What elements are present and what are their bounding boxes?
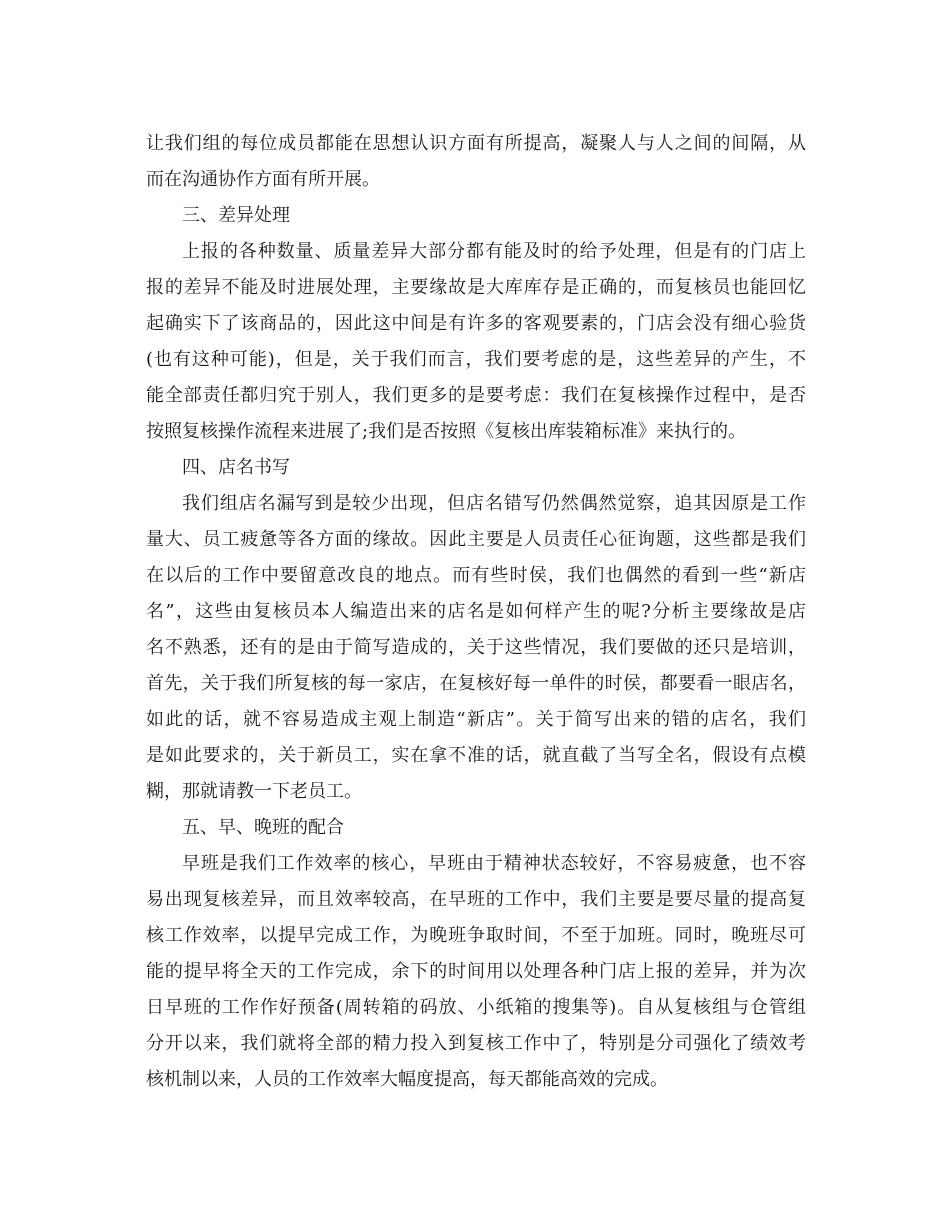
paragraph-line: 能全部责任都归究于别人，我们更多的是要考虑：我们在复核操作过程中，是否 bbox=[146, 385, 806, 406]
section-5-paragraph bbox=[146, 846, 806, 1098]
paragraph-line: (也有这种可能)，但是，关于我们而言，我们要考虑的是，这些差异的产生，不 bbox=[146, 349, 806, 370]
paragraph-line: 早班是我们工作效率的核心，早班由于精神状态较好，不容易疲惫，也不容 bbox=[182, 853, 806, 874]
paragraph-line: 名”，这些由复核员本人编造出来的店名是如何样产生的呢?分析主要缘故是店 bbox=[146, 601, 806, 622]
paragraph-line: 能的提早将全天的工作完成，余下的时间用以处理各种门店上报的差异，并为次 bbox=[146, 961, 806, 982]
paragraph-line: 而在沟通协作方面有所开展。 bbox=[146, 169, 380, 190]
paragraph-line: 按照复核操作流程来进展了;我们是否按照《复核出库装箱标准》来执行的。 bbox=[146, 421, 747, 442]
section-3-paragraph bbox=[146, 234, 806, 450]
paragraph-line: 在以后的工作中要留意改良的地点。而有些时侯，我们也偶然的看到一些“新店 bbox=[146, 565, 806, 586]
paragraph-line: 糊，那就请教一下老员工。 bbox=[146, 781, 362, 802]
section-4-paragraph bbox=[146, 486, 806, 810]
paragraph-line: 核工作效率，以提早完成工作，为晚班争取时间，不至于加班。同时，晚班尽可 bbox=[146, 925, 806, 946]
paragraph-line: 上报的各种数量、质量差异大部分都有能及时的给予处理，但是有的门店上 bbox=[182, 241, 806, 262]
paragraph-line: 核机制以来，人员的工作效率大幅度提高，每天都能高效的完成。 bbox=[146, 1069, 668, 1090]
paragraph-line: 起确实下了该商品的，因此这中间是有许多的客观要素的，门店会没有细心验货 bbox=[146, 313, 806, 334]
section-heading-3: 三、差异处理 bbox=[182, 205, 290, 226]
paragraph-line: 名不熟悉，还有的是由于简写造成的，关于这些情况，我们要做的还只是培训， bbox=[146, 637, 806, 658]
paragraph-line: 如此的话，就不容易造成主观上制造“新店”。关于简写出来的错的店名，我们 bbox=[146, 709, 806, 730]
paragraph-line: 首先，关于我们所复核的每一家店，在复核好每一单件的时侯，都要看一眼店名， bbox=[146, 673, 806, 694]
paragraph-line: 我们组店名漏写到是较少出现，但店名错写仍然偶然觉察，追其因原是工作 bbox=[182, 493, 806, 514]
paragraph-line: 报的差异不能及时进展处理，主要缘故是大库库存是正确的，而复核员也能回忆 bbox=[146, 277, 806, 298]
section-heading-4: 四、店名书写 bbox=[182, 457, 290, 478]
paragraph-line: 分开以来，我们就将全部的精力投入到复核工作中了，特别是分司强化了绩效考 bbox=[146, 1033, 806, 1054]
paragraph-line: 让我们组的每位成员都能在思想认识方面有所提高，凝聚人与人之间的间隔，从 bbox=[146, 133, 806, 154]
paragraph-line: 日早班的工作作好预备(周转箱的码放、小纸箱的搜集等)。自从复核组与仓管组 bbox=[146, 997, 806, 1018]
paragraph-line: 量大、员工疲惫等各方面的缘故。因此主要是人员责任心征询题，这些都是我们 bbox=[146, 529, 806, 550]
section-heading-5: 五、早、晚班的配合 bbox=[182, 817, 344, 838]
paragraph-line: 是如此要求的，关于新员工，实在拿不准的话，就直截了当写全名，假设有点模 bbox=[146, 745, 806, 766]
paragraph-line: 易出现复核差异，而且效率较高，在早班的工作中，我们主要是要尽量的提高复 bbox=[146, 889, 806, 910]
intro-paragraph bbox=[146, 126, 806, 198]
document-body bbox=[146, 126, 806, 1098]
